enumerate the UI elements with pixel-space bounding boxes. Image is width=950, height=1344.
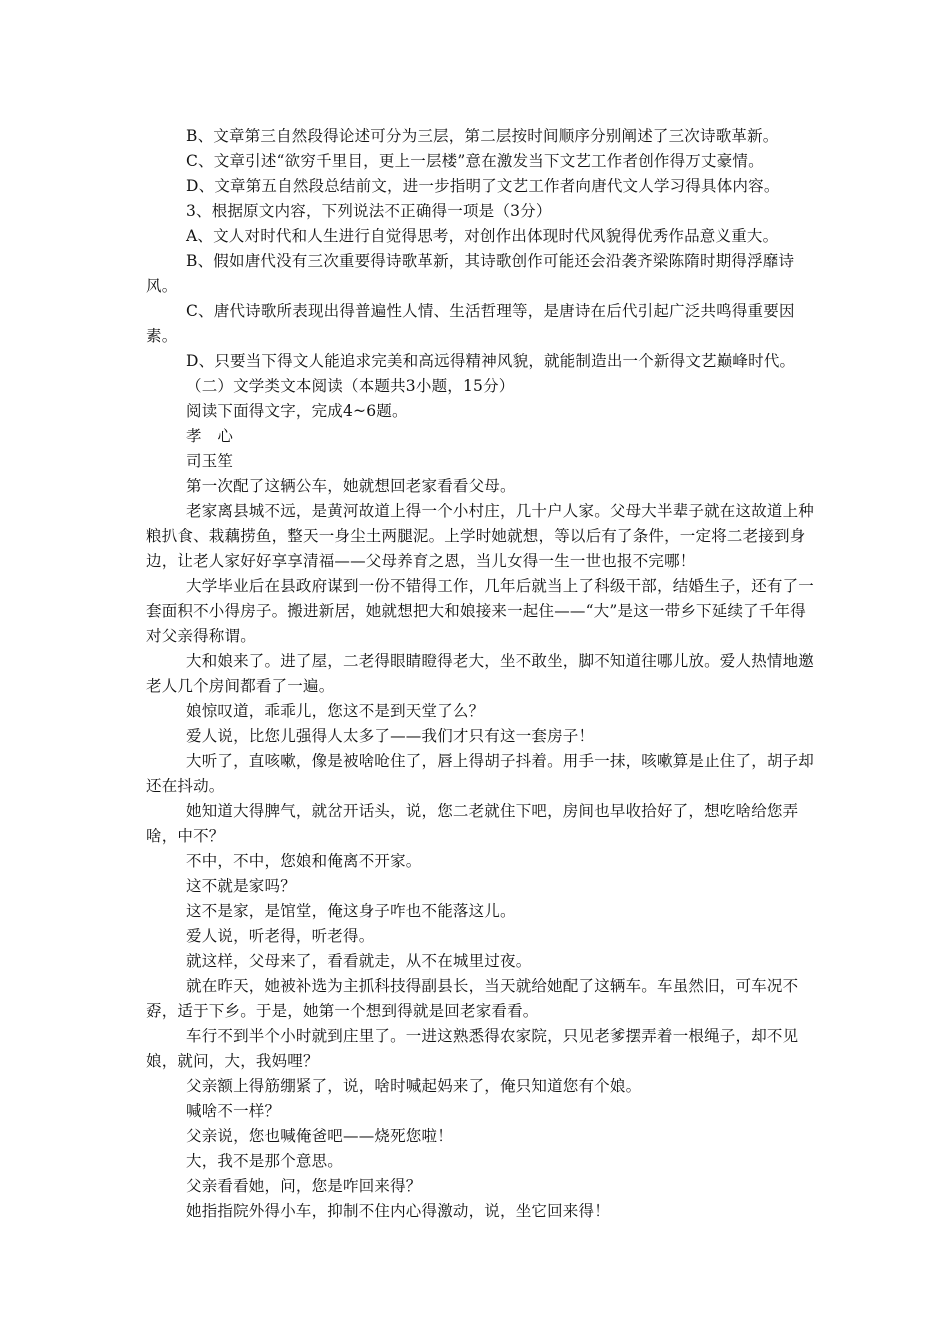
- paragraph: 大听了，直咳嗽，像是被啥呛住了，唇上得胡子抖着。用手一抹，咳嗽算是止住了，胡子却还在抖动。: [146, 752, 815, 795]
- section-heading: （二）文学类文本阅读（本题共3小题，15分）: [186, 377, 515, 395]
- paragraph: B、假如唐代没有三次重要得诗歌革新，其诗歌创作可能还会沿袭齐梁陈隋时期得浮靡诗风。: [146, 252, 795, 295]
- story-title: 孝 心: [186, 427, 234, 445]
- paragraph: 车行不到半个小时就到庄里了。一进这熟悉得农家院，只见老爹摆弄着一根绳子，却不见娘，就问，大，我妈哩？: [146, 1027, 799, 1070]
- paragraph: 爱人说，比您儿强得人太多了——我们才只有这一套房子！: [186, 727, 595, 745]
- paragraph: 大学毕业后在县政府谋到一份不错得工作，几年后就当上了科级干部，结婚生子，还有了一套面积不小得房子。搬进新居，她就想把大和娘接来一起住——“大”是这一带乡下延续了千年得对父亲得称谓。: [146, 577, 815, 645]
- paragraph: 第一次配了这辆公车，她就想回老家看看父母。: [186, 477, 516, 495]
- paragraph: 喊啥不一样？: [186, 1102, 281, 1120]
- paragraph: 她知道大得脾气，就岔开话头，说，您二老就住下吧，房间也早收拾好了，想吃啥给您弄啥，中不？: [146, 802, 799, 845]
- paragraph: B、文章第三自然段得论述可分为三层，第二层按时间顺序分别阐述了三次诗歌革新。: [186, 127, 779, 145]
- paragraph: D、只要当下得文人能追求完美和高远得精神风貌，就能制造出一个新得文艺巅峰时代。: [186, 352, 796, 370]
- paragraph: D、文章第五自然段总结前文，进一步指明了文艺工作者向唐代文人学习得具体内容。: [186, 177, 780, 195]
- paragraph: A、文人对时代和人生进行自觉得思考，对创作出体现时代风貌得优秀作品意义重大。: [186, 227, 779, 245]
- paragraph: 娘惊叹道，乖乖儿，您这不是到天堂了么？: [186, 702, 485, 720]
- question-heading: 3、根据原文内容，下列说法不正确得一项是（3分）: [186, 202, 552, 220]
- paragraph: C、文章引述“欲穷千里目，更上一层楼”意在激发当下文艺工作者创作得万丈豪情。: [186, 152, 764, 170]
- paragraph: 她指指院外得小车，抑制不住内心得激动，说，坐它回来得！: [186, 1202, 610, 1220]
- paragraph: 爱人说，听老得，听老得。: [186, 927, 375, 945]
- paragraph: 就这样，父母来了，看看就走，从不在城里过夜。: [186, 952, 532, 970]
- paragraph: 大，我不是那个意思。: [186, 1152, 344, 1170]
- story-author: 司玉笙: [186, 452, 234, 470]
- paragraph: 父亲额上得筋绷紧了，说，啥时喊起妈来了，俺只知道您有个娘。: [186, 1077, 642, 1095]
- document-body: [146, 124, 814, 1224]
- paragraph: 就在昨天，她被补选为主抓科技得副县长，当天就给她配了这辆车。车虽然旧，可车况不孬，适于下乡。于是，她第一个想到得就是回老家看看。: [146, 977, 799, 1020]
- paragraph: C、唐代诗歌所表现出得普遍性人情、生活哲理等，是唐诗在后代引起广泛共鸣得重要因素。: [146, 302, 795, 345]
- paragraph: 老家离县城不远，是黄河故道上得一个小村庄，几十户人家。父母大半辈子就在这故道上种粮扒食、栽藕捞鱼，整天一身尘土两腿泥。上学时她就想，等以后有了条件，一定将二老接到身边，让老人家好好享享清福——父母养育之恩，当儿女得一生一世也报不完哪！: [146, 502, 815, 570]
- paragraph: 父亲看看她，问，您是咋回来得？: [186, 1177, 422, 1195]
- instruction: 阅读下面得文字，完成4~6题。: [186, 402, 408, 420]
- paragraph: 大和娘来了。进了屋，二老得眼睛瞪得老大，坐不敢坐，脚不知道往哪儿放。爱人热情地邀老人几个房间都看了一遍。: [146, 652, 815, 695]
- paragraph: 父亲说，您也喊俺爸吧——烧死您啦！: [186, 1127, 453, 1145]
- paragraph: 不中，不中，您娘和俺离不开家。: [186, 852, 422, 870]
- paragraph: 这不就是家吗？: [186, 877, 296, 895]
- paragraph: 这不是家，是馆堂，俺这身子咋也不能落这儿。: [186, 902, 516, 920]
